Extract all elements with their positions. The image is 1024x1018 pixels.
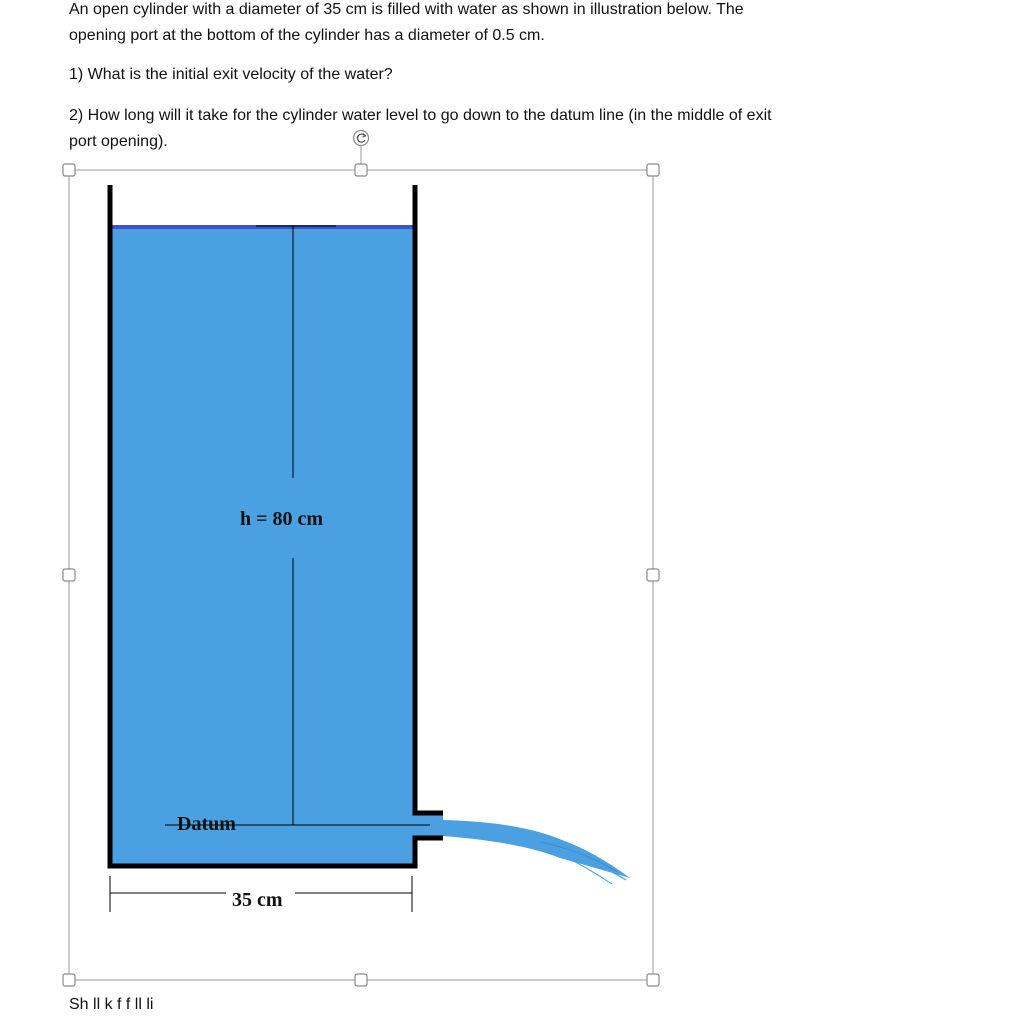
water-jet	[443, 820, 630, 884]
question-2-line-2: port opening).	[69, 133, 168, 150]
water-body	[112, 225, 413, 865]
resize-handle-bottom-left[interactable]	[63, 974, 75, 986]
intro-line-1: An open cylinder with a diameter of 35 cm is filled with water as shown in illustration below. The	[69, 1, 744, 18]
question-2-line-1: 2) How long will it take for the cylinder water level to go down to the datum line (in the middle of exit	[69, 107, 772, 124]
resize-handle-right[interactable]	[647, 569, 659, 581]
rotate-handle-icon[interactable]	[354, 131, 369, 146]
diameter-label: 35 cm	[232, 889, 283, 911]
height-label: h = 80 cm	[240, 508, 324, 530]
resize-handle-bottom[interactable]	[355, 974, 367, 986]
resize-handle-top-right[interactable]	[647, 164, 659, 176]
question-1: 1) What is the initial exit velocity of the water?	[69, 66, 393, 83]
resize-handle-bottom-right[interactable]	[647, 974, 659, 986]
resize-handle-top-left[interactable]	[63, 164, 75, 176]
resize-handle-top[interactable]	[355, 164, 367, 176]
intro-line-2: opening port at the bottom of the cylinder has a diameter of 0.5 cm.	[69, 27, 545, 44]
resize-handle-left[interactable]	[63, 569, 75, 581]
cutoff-text: Sh ll k f f ll li	[69, 996, 154, 1013]
datum-label: Datum	[177, 813, 236, 835]
